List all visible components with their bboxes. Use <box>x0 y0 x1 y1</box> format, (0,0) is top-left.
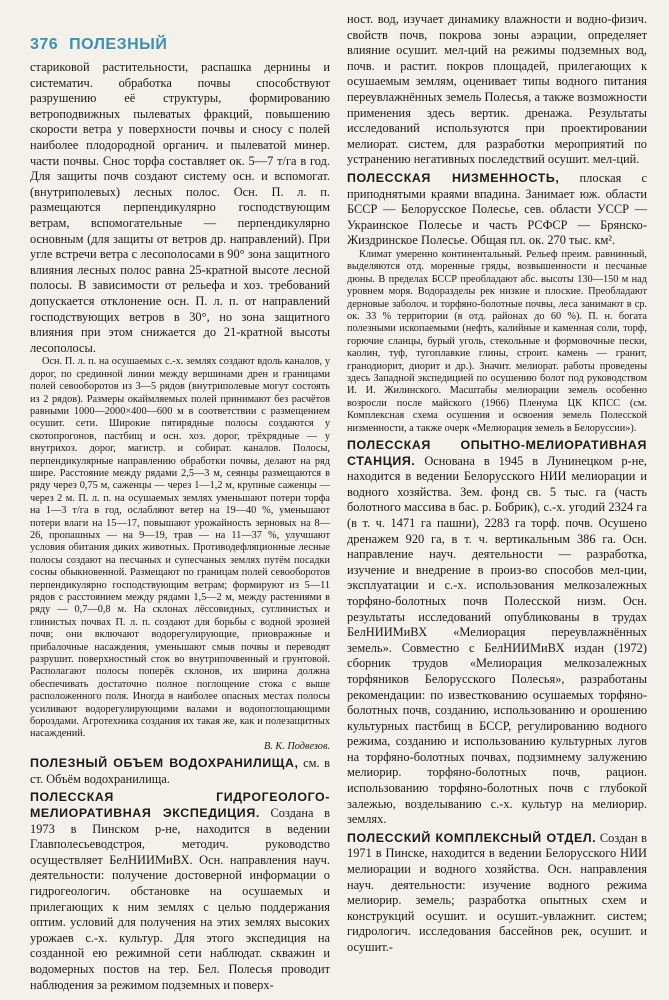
entry-heading: ПОЛЕССКАЯ НИЗМЕННОСТЬ, <box>347 170 560 185</box>
running-head <box>30 36 167 54</box>
entry-continuation: ност. вод, изучает динамику влажности и водно-физич. свойств почв, покрова зоны аэрации, определяет влияние осушит. мел-ций на режимы подземных вод, почв. и растит. покров площадей, прилегающих к осушаемым землям, оценивает типы водного питания переувлажнённых земель Полесья, а также возможности применения здесь вертик. дренажа. Результаты исследований используются при проектировании мелиорат. систем, для разработки мероприятий по устранению негативных последствий осушит. мел-ций. <box>347 12 647 167</box>
entry-text: плоская с приподнятыми краями впадина. Занимает юж. области БССР — Белорусское Полесье, сев. области УССР — Украинское Полесье и часть РСФСР — Брянско-Жиздринское Полесье. Общая пл. ок. 270 тыс. км². <box>347 170 647 248</box>
page-number: 376 <box>30 36 59 53</box>
entry-text: Создан в 1971 в Пинске, находится в ведении Белорусского НИИ мелиорации и водного хозяйства. Осн. направления науч. деятельности: изучение водного режима мелиорир. земель; разработка опытных схем и конструкций осушит. и осушит.-увлажнит. систем; гидрологич. исследования бассейнов рек, осушит. и осушит.- <box>347 830 647 954</box>
right-column <box>347 12 647 956</box>
entry-hydrogeo-expedition <box>30 790 330 993</box>
author-signature: В. К. Подвезов. <box>263 740 330 752</box>
small-print-paragraph: Климат умеренно континентальный. Рельеф преим. равнинный, выделяются отд. моренные гряды, возвышенности и песчаные дюны. В пределах БССР преобладают абс. высоты 130—150 м над уровнем моря. Водоразделы рек низкие и плоские. Преобладают дерновые заболоч. и торфяно-болотные почвы, леса занимают в ср. ок. 33 % территории (в отд. районах до 60 %). П. н. богата полезными ископаемыми (нефть, калийные и каменная соли, торф, горючие сланцы, бурый уголь, стекольные и формовочные пески, каолин, туф, тугоплавкие глины, строит. камень — гранит, гранодиорит, диорит и др.). Значит. мелиорат. работы проведены здесь Западной экспедицией по осушению болот под руководством И. И. Жилинского. Масштабы мелиорации земель особенно возросли после майского (1966) Пленума ЦК КПСС (см. Комплексная схема осушения и освоения земель Полесской низменности, а также очерк «Мелиорация земель в Белоруссии»). <box>347 248 647 434</box>
left-column <box>30 60 330 993</box>
small-print-paragraph: Осн. П. л. п. на осушаемых с.-х. землях создают вдоль каналов, у дорог, по срединной линии между вершинами дрен и границами полей севооборотов из 3—5 рядов (внутриполевые могут состоять из 2 рядов). Размеры окаймляемых полей принимают без расчётов равными 1000—2000×400—600 м в соответствии с размещением осушит. сети. Широкие пятирядные полосы создаются у скотопрогонов, пастбищ и осн. хоз. дорог, трёхрядные — у внутрихоз. дорог, магистр. и собират. каналов. Полосы, перпендикулярные направлению обработки почвы, делают на ряд шире. Расстояние между рядами 2,5—3 м, сеянцы размещаются в ряду через 0,75 м, саженцы — через 1—1,2 м, крупные саженцы — через 2 м. П. л. п. на осушаемых землях уменьшают потери торфа на 1—3 т/га в год, ослабляют ветер на 19—40 %, уменьшают потери влаги на 15—17, повышают урожайность зерновых на 8—26, пропашных — на 9—19, трав — на 11—37 %, улучшают условия обитания диких животных. Противодефляционные лесные полосы создают на песчаных и супесчаных землях путём посадки сосны обыкновенной. Размещают по границам полей севооборотов перпендикулярно господствующим ветрам; формируют из 5—11 рядов с расстоянием между рядами 1,5—2 м, между растениями в ряду — 0,7—0,8 м. На склонах лёссовидных, суглинистых и глинистых почвах П. л. п. создают для борьбы с водной эрозией почв; они включают водорегулирующие, приовражные и прибалочные насаждения, уменьшают смыв почвы и переводят разрушит. поверхностный сток во внутрипочвенный и грунтовой. Располагают полосы поперёк склонов, их ширина должна обеспечивать достаточно полное поглощение стока с выше расположенного поля. Иногда в наиболее опасных местах полосы усиливают водорегулирующими валами и водопоглощающими бороздами. Агротехника создания их такая же, как и полезащитных насаждений. <box>30 356 330 740</box>
entry-heading: ПОЛЕССКАЯ ОПЫТНО-МЕЛИОРАТИВНАЯ СТАНЦИЯ. <box>347 438 647 468</box>
entry-heading: ПОЛЕССКАЯ ГИДРОГЕОЛОГО-МЕЛИОРАТИВНАЯ ЭКСПЕДИЦИЯ. <box>30 790 330 821</box>
entry-useful-volume <box>30 756 330 787</box>
entry-polesie-lowland <box>347 171 647 249</box>
entry-text: см. в ст. Объём водохранилища. <box>30 756 330 786</box>
entry-text: Создана в 1973 в Пинском р-не, находится в ведении Главполесьеводстроя, методич. руководство осуществляет БелНИИМиВХ. Осн. направления науч. деятельности: получение достоверной информации о гидрогеологич. обстановке на осушаемых и прилегающих к ним землях с целью поддержания оптим. условий для получения на этих землях высоких урожаев с.-х. культур. Для этого экспедиция на созданной ею режимной сети наблюдат. скважин и водомерных постов на тер. Бел. Полесья проводит наблюдения за режимом подземных и поверх- <box>30 806 330 992</box>
running-word: ПОЛЕЗНЫЙ <box>69 36 168 53</box>
entry-heading: ПОЛЕССКИЙ КОМПЛЕКСНЫЙ ОТДЕЛ. <box>347 830 597 845</box>
entry-heading: ПОЛЕЗНЫЙ ОБЪЕМ ВОДОХРАНИЛИЩА, <box>30 756 299 771</box>
entry-complex-department <box>347 831 647 956</box>
entry-text: Основана в 1945 в Лунинецком р-не, находится в ведении Белорусского НИИ мелиорации и водного хозяйства. Зем. фонд св. 5 тыс. га (часть болотного массива в бас. р. Бобрик), с.-х. угодий 2324 га (в т. ч. 1471 га пашни), 2283 га торф. почв. Осушено дренажем 920 га, в т. ч. вертикальным 386 га. Осн. направление науч. деятельности — разработка, изучение и внедрение в произ-во способов мел-ции, эксплуатации и с.-х. использования мелкозалежных торфяно-болотных почв Полесской низм. Осн. результаты исследований опубликованы в трудах БелНИИМиВХ «Мелиорация переувлажнённых земель». Совместно с БелНИИМиВХ издан (1972) сборник трудов «Мелиорация мелкозалежных торфяников Белорусского Полесья», разработаны рекомендации: по известкованию осушаемых торфяно-болотных почв, созданию, использованию и орошению культурных пастбищ в БССР, регулированию водного режима, созданию и использованию культурных лугов на торфяно-болотных почвах, подзимнему залужению мелиорир. торфяно-болотных почв, рацион. использованию торфяно-болотных почв с глубокой залежью, возделыванию с.-х. культур на мелиорир. землях. <box>347 453 647 827</box>
entry-experimental-station <box>347 438 647 828</box>
article-continuation: стариковой растительности, распашка дернины и систематич. обработка почвы способствуют разрушению её структуры, формированию ветроподвижных пылеватых фракций, повышению скорости ветра у поверхности почвы и сносу с полей наиболее плодородной органич. и пылеватой минер. части почвы. Снос торфа составляет ок. 5—7 т/га в год. Для защиты почв создают систему осн. и вспомогат. (внутриполевых) лесных полос. Осн. П. л. п. размещаются перпендикулярно господствующим ветрам, вспомогательные — перпендикулярно основным (для защиты от ветров др. направлений). При угле встречи ветра с лесополосами в 90° зона защитного влияния лесных полос равна 25-кратной высоте лесной полосы. В зависимости от рельефа и хоз. требований допускается отклонение осн. П. л. п. от направлений господствующих ветров в 30°, но зона защитного влияния при этом снижается до 21-кратной высоты лесополосы. <box>30 60 330 355</box>
